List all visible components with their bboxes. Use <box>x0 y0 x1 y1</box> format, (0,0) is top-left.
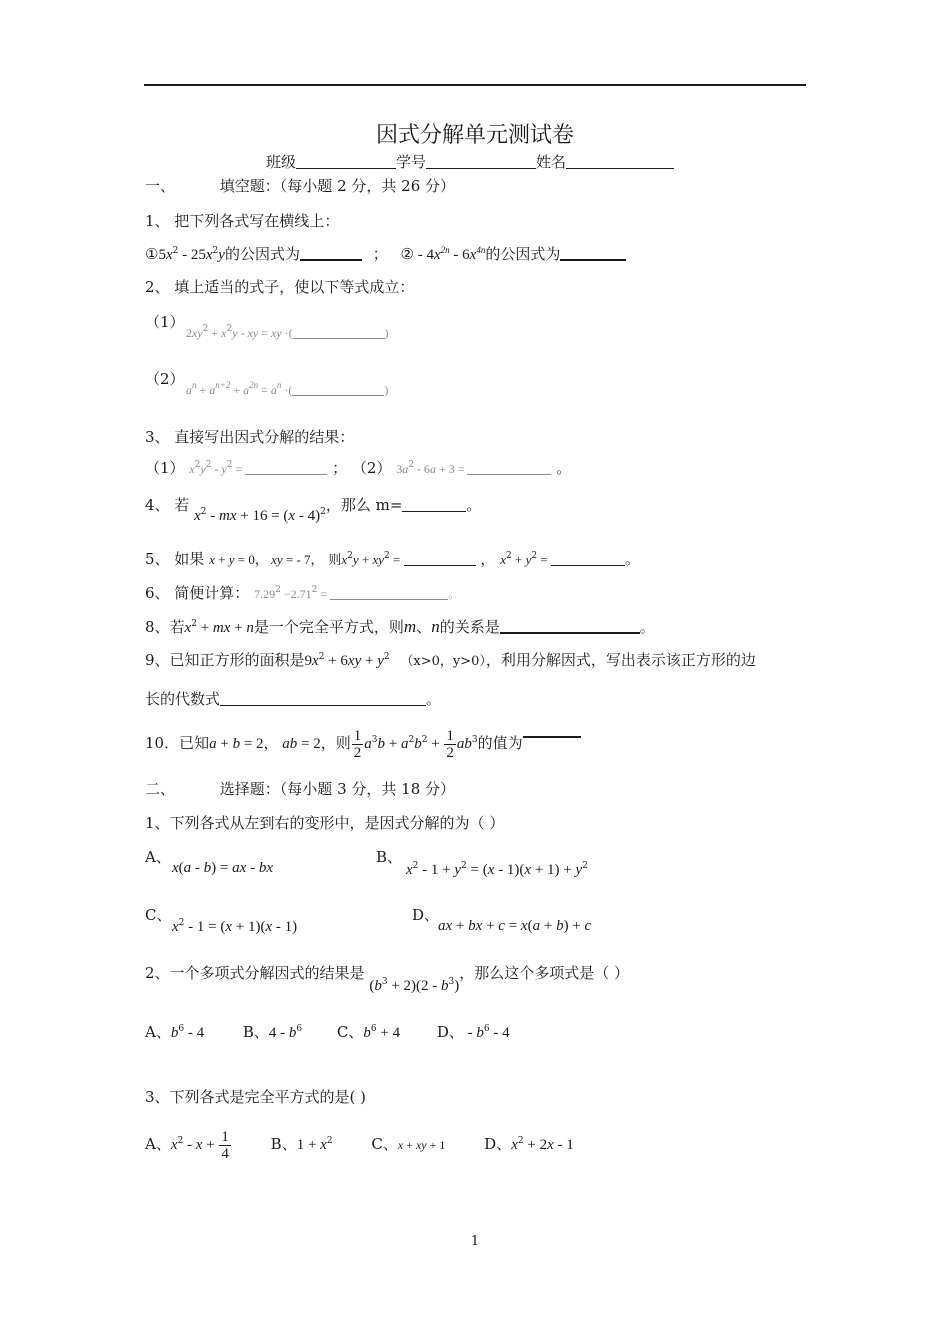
q10-mid: ，则 <box>320 734 351 752</box>
q10-frac2: $\frac{1}{2}$ <box>446 727 454 761</box>
q10-answer[interactable] <box>523 722 581 738</box>
q6-answer[interactable] <box>330 585 448 600</box>
q10-tail: 的值为 <box>477 734 523 752</box>
q2-label: 2、 填上适当的式子，使以下等式成立： <box>145 278 415 296</box>
s2-q2-d-marker: D、 <box>436 1023 464 1041</box>
s2-q2-line: 2、一个多项式分解因式的结果是 $(b^3 + 2)(2 - b^3)$，那么这个多项式是（ ） <box>145 964 630 994</box>
section2-heading <box>145 778 455 800</box>
q2-part1-marker: （1） <box>145 313 185 331</box>
section2-title: 选择题：（每小题 3 分，共 18 分） <box>219 780 456 798</box>
s2-q1-label: 1、下列各式从左到右的变形中，是因式分解的为（ ） <box>145 814 505 832</box>
q1-a-mark: ① <box>145 245 159 263</box>
q5-prefix: 5、 如果 <box>145 550 205 568</box>
q8-line: 8、若$x^2$ + mx + n是一个完全平方式，则m、n的关系是 。 <box>145 617 655 636</box>
section1-title: 填空题：（每小题 2 分，共 26 分） <box>219 177 456 195</box>
q5-line: 5、 如果 x + y = 0， xy = - 7， 则$x^2y + xy^2$ = ， $x^2 + y^2$ = 。 <box>145 550 640 568</box>
name-label: 姓名 <box>536 153 567 171</box>
s2-q3-d-marker: D、 <box>484 1135 512 1153</box>
number-label: 学号 <box>396 153 427 171</box>
q3-label: 3、 直接写出因式分解的结果： <box>145 428 355 446</box>
q8-answer[interactable] <box>500 618 640 634</box>
q5-answer2[interactable] <box>551 551 625 566</box>
s2-q3-a-frac: $\frac{1}{4}$ <box>221 1128 229 1162</box>
s2-q3-a-marker: A、 <box>145 1135 171 1153</box>
s2-q2-c-marker: C、 <box>336 1023 364 1041</box>
q6-end: 。 <box>448 587 461 601</box>
s2-q2-b-marker: B、 <box>242 1023 269 1041</box>
q1-expressions: $①5x^2 - 25x^2y$的公因式为 ； ② - $4x^{2n} - 6x^{4n}$的公因式为 <box>145 243 626 266</box>
q8-sep: 、 <box>416 618 432 636</box>
q9-answer[interactable] <box>220 691 426 706</box>
s2-q1-d-marker: D、 <box>412 906 440 924</box>
class-label: 班级 <box>266 153 297 171</box>
s2-q3-label: 3、下列各式是完全平方式的是( ) <box>145 1088 367 1106</box>
q4-line: 4、 若 $x^2$ - mx + 16 = (x - 4)$^2$，那么 m= 。 <box>145 496 482 524</box>
q1-b-answer[interactable] <box>560 245 626 261</box>
s2-q2-prefix: 2、一个多项式分解因式的结果是 <box>145 964 365 982</box>
q3-part1-answer[interactable] <box>245 460 327 475</box>
q3-part2-marker: （2） <box>351 459 392 477</box>
q9-line1: 9、已知正方形的面积是$9x^2 + 6xy + y^2$ （x>0，y>0），利用分解因式，写出表示该正方形的边 <box>145 651 756 669</box>
q2-part1-answer[interactable] <box>293 324 385 339</box>
s2-q1-d-expr: ax + bx + c = x(a + b) + c <box>438 918 592 934</box>
class-field[interactable] <box>296 154 396 169</box>
q3-sep: ； <box>332 459 348 477</box>
q5-end: 。 <box>624 550 640 568</box>
q10-prefix: 10．已知 <box>145 734 210 752</box>
s2-q1-b-expr: $x^2 - 1 + y^2 = (x - 1)(x + 1) + y^2$ <box>406 861 588 878</box>
q3-part1-marker: （1） <box>145 459 185 477</box>
q1-a-text: 的公因式为 <box>224 245 300 263</box>
q5-comma: ， <box>480 550 496 568</box>
s2-q3-options: A、$x^2$ - x + $\frac{1}{4}$ B、$1 + x^2$ C、x + xy + 1 D、$x^2 + 2x - 1$ <box>145 1128 574 1162</box>
q2-part2-marker: （2） <box>145 370 185 388</box>
q9-suffix: ，利用分解因式，写出表示该正方形的边 <box>485 651 756 669</box>
section1-index: 一、 <box>145 177 176 195</box>
number-field[interactable] <box>426 154 536 169</box>
section1-heading <box>145 175 455 197</box>
q8-tail: 的关系是 <box>439 618 500 636</box>
s2-q2-a-marker: A、 <box>145 1023 171 1041</box>
q8-prefix: 8、若 <box>145 618 185 636</box>
q10-line: 10．已知a + b = 2， ab = 2，则 $\frac{1}{2}$ $a^3b + a^2b^2$ + $\frac{1}{2}$ $ab^3$的值为 <box>145 722 581 762</box>
q5-mid: 则 <box>328 553 342 568</box>
q9-end: 。 <box>426 690 442 708</box>
header-rule <box>144 84 806 86</box>
q9-prefix: 9、已知正方形的面积是 <box>145 651 305 669</box>
q8-end: 。 <box>639 618 655 636</box>
s2-q2-options: A、$b^6 - 4$ B、$4 - b^6$ C、$b^6 + 4$ D、 - $b^6 - 4$ <box>145 1023 510 1041</box>
q1-b-mark: ② <box>400 245 414 263</box>
q4-suffix: ，那么 m= <box>325 496 403 514</box>
q8-mid: 是一个完全平方式，则 <box>253 618 404 636</box>
q10-frac1: $\frac{1}{2}$ <box>353 727 362 761</box>
q6-prefix: 6、 简便计算： <box>145 584 250 602</box>
s2-q1-b-marker: B、 <box>376 848 403 866</box>
q4-prefix: 4、 若 <box>145 496 190 514</box>
q2-part1-expr: $2xy^2 + x^2y$ - xy = xy ·( ) <box>186 324 389 340</box>
q9-cond: （x>0，y>0） <box>400 654 486 669</box>
s2-q2-suffix: ，那么这个多项式是（ ） <box>459 964 630 982</box>
s2-q3-c-marker: C、 <box>371 1135 398 1153</box>
q5-answer1[interactable] <box>404 551 476 566</box>
page-title: 因式分解单元测试卷 <box>375 123 574 148</box>
s2-q3-b-marker: B、 <box>270 1135 297 1153</box>
student-info-line <box>266 151 674 173</box>
q9-line2 <box>145 688 441 710</box>
section2-index: 二、 <box>145 780 176 798</box>
q1-a-answer[interactable] <box>300 245 362 261</box>
q1-b-text: 的公因式为 <box>485 245 561 263</box>
s2-q1-c-marker: C、 <box>145 906 172 924</box>
name-field[interactable] <box>566 154 674 169</box>
q4-end: 。 <box>466 496 482 514</box>
q3-parts: （1） $x^2y^2 - y^2$ = ； （2） $3a^2 - 6a + 3$ = 。 <box>145 459 572 477</box>
page-number: 1 <box>470 1234 480 1249</box>
s2-q1-a-marker: A、 <box>145 848 171 866</box>
q9-line2-label: 长的代数式 <box>145 690 221 708</box>
q1-label: 1、 把下列各式写在横线上： <box>145 212 340 230</box>
q3-end: 。 <box>556 459 572 477</box>
q6-line: 6、 简便计算： $7.29^2 -2.71^2$ = 。 <box>145 584 461 602</box>
s2-q1-c-expr: $x^2 - 1 = (x + 1)(x - 1)$ <box>172 918 298 935</box>
q3-part2-answer[interactable] <box>467 460 551 475</box>
q2-part2-expr: $a^n + a^{n+2} + a^{2n} = a^n$ ·( ) <box>186 380 389 397</box>
s2-q1-a-expr: x(a - b) = ax - bx <box>172 860 273 876</box>
q1-semicolon: ； <box>372 245 388 263</box>
q2-part2-answer[interactable] <box>292 381 384 396</box>
q4-answer[interactable] <box>402 497 466 512</box>
